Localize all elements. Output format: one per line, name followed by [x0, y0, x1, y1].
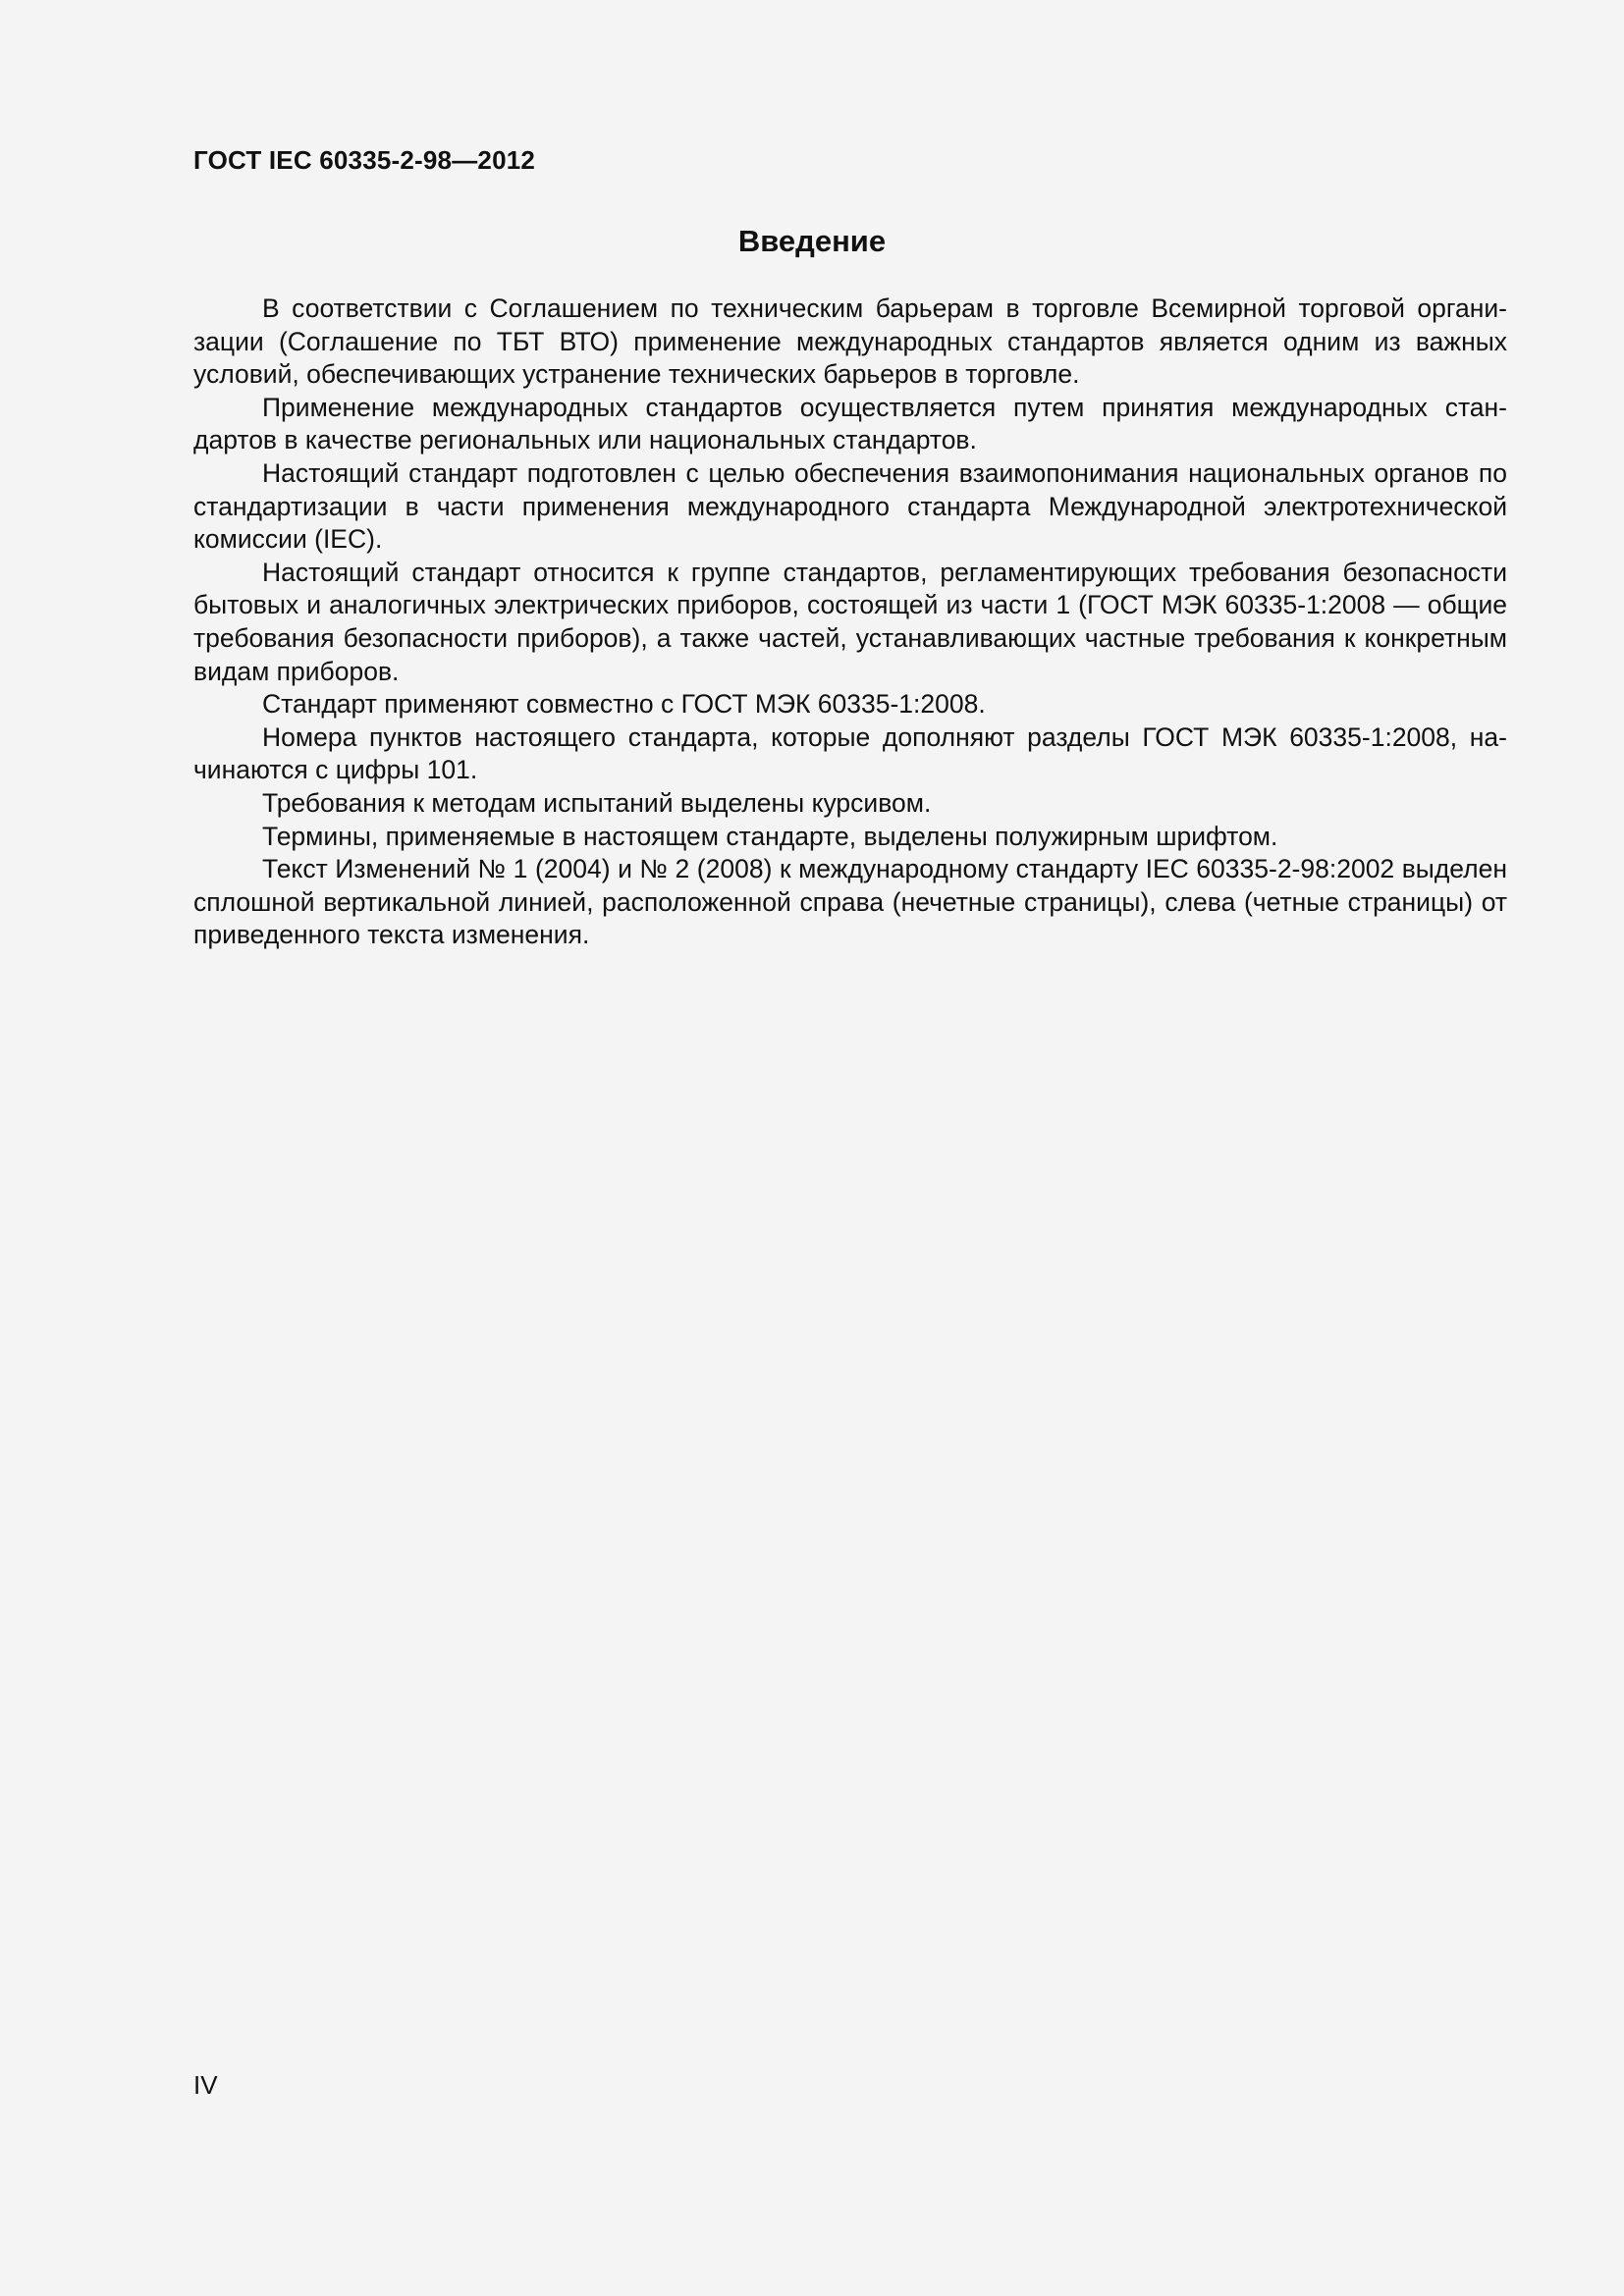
paragraph-4: Настоящий стандарт относится к группе стандартов, регламентирующих требования безопасности бытовых и аналогичных электрических приборов, состоящей из части 1 (ГОСТ МЭК 60335-1:2008 — общие требования безопасности приборов), а также частей, устанавливающих частные требования к конкретным видам приборов.: [193, 557, 1507, 686]
paragraph-1: В соответствии с Соглашением по техническим барьерам в торговле Всемирной торговой организации (Соглашение по ТБТ ВТО) применение международных стандартов является одним из важных условий, обеспечивающих устранение технических барьеров в торговле.: [193, 294, 1507, 390]
paragraph-2: Применение международных стандартов осуществляется путем принятия международных стандартов в качестве региональных или национальных стандартов.: [193, 392, 1507, 455]
section-title: Введение: [737, 224, 887, 258]
paragraph-3: Настоящий стандарт подготовлен с целью обеспечения взаимопонимания национальных органов по стандартизации в части применения международного стандарта Международной электротехнической комиссии (IEC).: [193, 457, 1507, 555]
paragraph-6: Номера пунктов настоящего стандарта, которые дополняют разделы ГОСТ МЭК 60335-1:2008, начинаются с цифры 101.: [193, 721, 1507, 785]
paragraph-5: Стандарт применяют совместно с ГОСТ МЭК 60335-1:2008.: [262, 689, 986, 720]
page-number: IV: [193, 2070, 218, 2100]
paragraph-7: Требования к методам испытаний выделены курсивом.: [262, 787, 932, 818]
paragraph-9: Текст Изменений № 1 (2004) и № 2 (2008) к международному стандарту IEC 60335-2-98:2002 выделен сплошной вертикальной линией, расположенной справа (нечетные страницы), слева (четные страницы) от приведенного текста изменения.: [193, 854, 1507, 950]
paragraph-8: Термины, применяемые в настоящем стандарте, выделены полужирным шрифтом.: [262, 821, 1278, 851]
introduction-body: [193, 293, 1507, 952]
document-code-header: ГОСТ IEC 60335-2-98—2012: [193, 145, 536, 175]
